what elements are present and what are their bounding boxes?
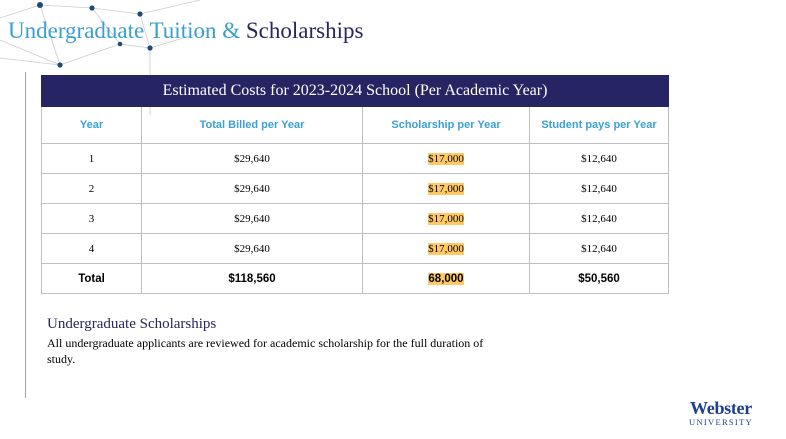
table-total-row [42,264,669,294]
cell-pays: $12,640 [530,204,669,234]
scholarships-description: All undergraduate applicants are reviewed for academic scholarship for the full duration of study. [47,336,484,366]
cell-billed: $29,640 [142,234,363,264]
table-row [42,234,669,264]
table-header-row [42,107,669,144]
cell-pays: $12,640 [530,174,669,204]
total-billed: $118,560 [142,264,363,294]
scholarships-heading: Undergraduate Scholarships [47,316,217,332]
vertical-divider [25,72,26,398]
cell-pays: $12,640 [530,234,669,264]
cell-billed: $29,640 [142,174,363,204]
cell-year: 1 [42,144,142,174]
table-row [42,174,669,204]
page-title [8,18,363,44]
title-part-1: Undergraduate Tuition & [8,18,241,43]
cell-scholarship: $17,000 [428,182,464,195]
title-part-2: Scholarships [245,18,364,43]
total-label: Total [42,264,142,294]
cell-pays: $12,640 [530,144,669,174]
cell-billed: $29,640 [142,144,363,174]
table-caption-row [42,76,669,107]
table-caption: Estimated Costs for 2023-2024 School (Per Academic Year) [42,76,669,107]
col-header-scholarship: Scholarship per Year [363,107,530,144]
total-scholarship: 68,000 [428,272,464,285]
cell-year: 3 [42,204,142,234]
table-row [42,144,669,174]
cell-year: 4 [42,234,142,264]
cell-billed: $29,640 [142,204,363,234]
cell-scholarship: $17,000 [428,242,464,255]
cell-year: 2 [42,174,142,204]
col-header-billed: Total Billed per Year [142,107,363,144]
table-row [42,204,669,234]
col-header-year: Year [42,107,142,144]
cell-scholarship: $17,000 [428,212,464,225]
total-pays: $50,560 [530,264,669,294]
logo-wordmark: Webster [690,398,752,418]
cell-scholarship: $17,000 [428,152,464,165]
logo-subtitle: UNIVERSITY [689,417,753,427]
webster-logo [683,399,759,427]
cost-table [41,75,669,294]
col-header-pays: Student pays per Year [530,107,669,144]
